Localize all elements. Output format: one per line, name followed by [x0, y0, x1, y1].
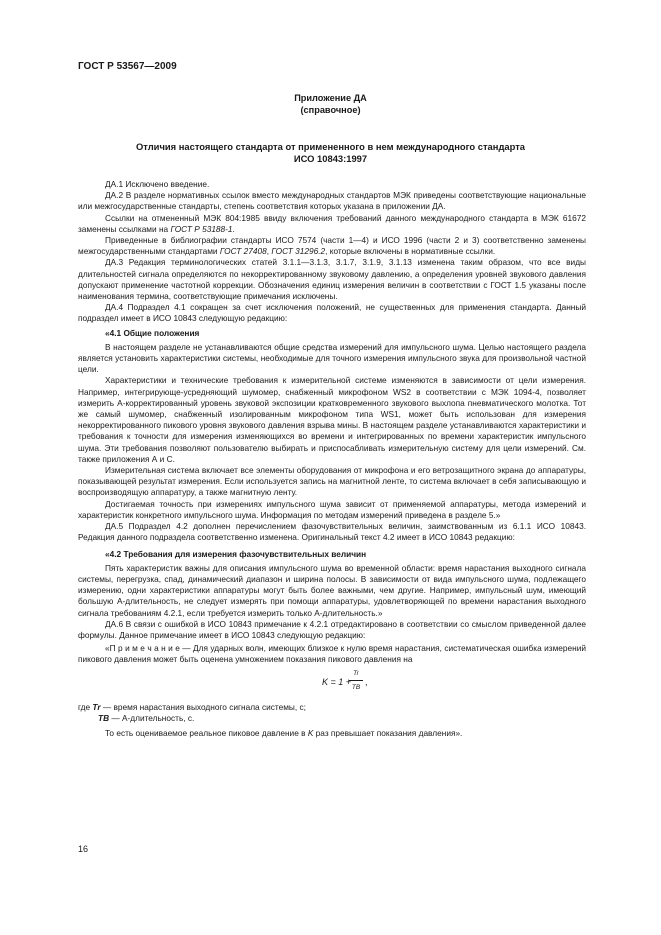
formula-legend [78, 702, 586, 728]
standard-reference: ГОСТ 27408 [219, 246, 267, 257]
paragraph-da4: ДА.4 Подраздел 4.1 сокращен за счет исключения положений, не существенных для применения стандарта. Данный подраздел имеет в ИСО 10843 следующую редакцию: [78, 302, 586, 324]
standard-reference: ГОСТ 31296.2 [271, 246, 326, 257]
text-run: . [232, 223, 235, 234]
paragraph-references [78, 213, 586, 235]
legend-row-tr [78, 702, 306, 713]
text-run: , [266, 246, 272, 257]
text-run: , которые включены в нормативные ссылки. [325, 246, 496, 257]
paragraph-da1: ДА.1 Исключено введение. [105, 179, 210, 189]
formula-numerator: Tr [349, 668, 363, 681]
paragraph-final [78, 728, 586, 739]
text-run: раз превышает показания давления». [313, 727, 463, 738]
document-title [0, 141, 661, 165]
appendix-heading [0, 92, 661, 116]
text-run: Ссылки на отмененный МЭК 804:1985 ввиду включения требований данного международного стандарта в МЭК 61672 заменены ссылками на [78, 212, 586, 234]
paragraph-da3: ДА.3 Редакция терминологических статей 3.1.1—3.1.3, 3.1.7, 3.1.9, 3.1.13 изменена таким образом, что все виды длительностей сигнала определяются по некорректированному звуковому давлению, а определения уровней звукового давления допускают применение частотной коррекции. Обозначения единиц измерения величин в соответствии с ГОСТ 1.5 указаны после наименования термина, соответствующие примечания исключены. [78, 257, 586, 302]
where-label: где [78, 701, 93, 712]
symbol-tb: TB [98, 712, 110, 723]
paragraph-da2: ДА.2 В разделе нормативных ссылок вместо международных стандартов МЭК приведены соответствующие национальные или межгосударственные стандарты, степень соответствия которых указана в приложении ДА. [78, 190, 586, 212]
paragraph-da6: ДА.6 В связи с ошибкой в ИСО 10843 примечание к 4.2.1 отредактировано в соответствии со смыслом приведенной далее формулы. Данное примечание имеет в ИСО 10843 следующую редакцию: [78, 618, 586, 640]
paragraph-da5: ДА.5 Подраздел 4.2 дополнен перечислением фазочувствительных величин, заимствованным из 6.1.1 ИСО 10843. Редакция данного подраздела соответственно изменена. Оригинальный текст 4.2 имеет в ИСО 10843 редакцию: [78, 521, 586, 543]
standard-reference: ГОСТ Р 53188-1 [170, 223, 233, 234]
note-paragraph: «П р и м е ч а н и е — Для ударных волн, имеющих близкое к нулю время нарастания, систематическая ошибка измерений пикового давления может быть оценена умножением показания пикового давления на [78, 643, 586, 665]
symbol-k: K [307, 727, 314, 738]
formula [78, 668, 586, 702]
legend-text-tr: — время нарастания выходного сигнала системы, с; [100, 701, 306, 712]
document-title-line1: Отличия настоящего стандарта от примененного в нем международного стандарта [135, 141, 526, 152]
text-run: То есть оцениваемое реальное пиковое давление в [105, 727, 308, 738]
formula-tail: , [365, 676, 368, 687]
formula-lhs: K = 1 + [322, 676, 352, 687]
paragraph-4-2: Пять характеристик важны для описания импульсного шума во временной области: время нарастания выходного сигнала системы, перегрузка, спад, динамический диапазон и ширина полосы. В зависимости от вида импульсного шума, подлежащего измерению, одни характеристики аппаратуры могут быть более важными, чем другие. Например, импульсный шум, имеющий большую А-длительность, не следует измерять при помощи аппаратуры, удовлетворяющей по времени нарастания выходного сигнала требованиям 4.2.1, если требуется измерить только А-длительность.» [78, 562, 586, 618]
legend-row-tb [98, 713, 194, 724]
symbol-tr: Tr [92, 701, 101, 712]
paragraph-4-1-d: Достигаемая точность при измерениях импульсного шума зависит от применяемой аппаратуры, метода измерений и характеристик конкретного импульсного шума. Информация по методам измерений приведена в разделе 5.» [78, 498, 586, 520]
paragraph-bibliography [78, 235, 586, 257]
paragraph-4-1-a: В настоящем разделе не устанавливаются общие средства измерений для импульсного шума. Целью настоящего раздела является установить характеристики системы, необходимые для точного измерения импульсного звука для произвольной частной цели. [78, 341, 586, 375]
section-heading-4-2: «4.2 Требования для измерения фазочувствительных величин [105, 548, 367, 559]
paragraph-4-1-c: Измерительная система включает все элементы оборудования от микрофона и его ветрозащитного экрана до аппаратуры, показывающей результат измерения. Если используется запись на магнитной ленте, то система включает в себя записывающую и воспроизводящую аппаратуру, а также магнитную ленту. [78, 465, 586, 498]
document-title-line2: ИСО 10843:1997 [293, 153, 368, 164]
paragraph-4-1-b: Характеристики и технические требования к измерительной системе изменяются в зависимости от цели измерения. Например, интегрирующе-усредняющий шумомер, снабженный микрофоном WS2 в соответствии с МЭК 1094-4, позволяет измерить А-корректированный уровень звуковой экспозиции кратковременного звукового выхлопа пневматического молотка. Тот же самый шумомер, снабженный изолированным микрофоном типа WS1, может быть использован для измерения некорректированного пикового уровня звукового давления взрыва мины. В настоящем разделе устанавливаются характеристики и требования к точности для измерения изменяющихся во времени и интегрированных по времени характеристик импульсного шума. Эти требования позволяют пользователю выбирать и приспосабливать измерительную систему для цели измерений. См. также приложения А и С. [78, 375, 586, 464]
page-number: 16 [78, 844, 89, 854]
formula-denominator: TB [351, 683, 361, 691]
appendix-subtitle: (справочное) [300, 105, 361, 115]
document-body [78, 179, 586, 739]
appendix-title: Приложение ДА [294, 93, 367, 103]
formula-fraction [349, 668, 363, 693]
section-heading-4-1: «4.1 Общие положения [105, 327, 200, 338]
standard-header: ГОСТ Р 53567—2009 [78, 61, 177, 72]
legend-text-tb: — А-длительность, с. [109, 712, 195, 723]
text-run: Приведенные в библиографии стандарты ИСО 7574 (части 1—4) и ИСО 1996 (части 2 и 3) соответственно заменены межгосударственными стандартами [78, 235, 586, 257]
